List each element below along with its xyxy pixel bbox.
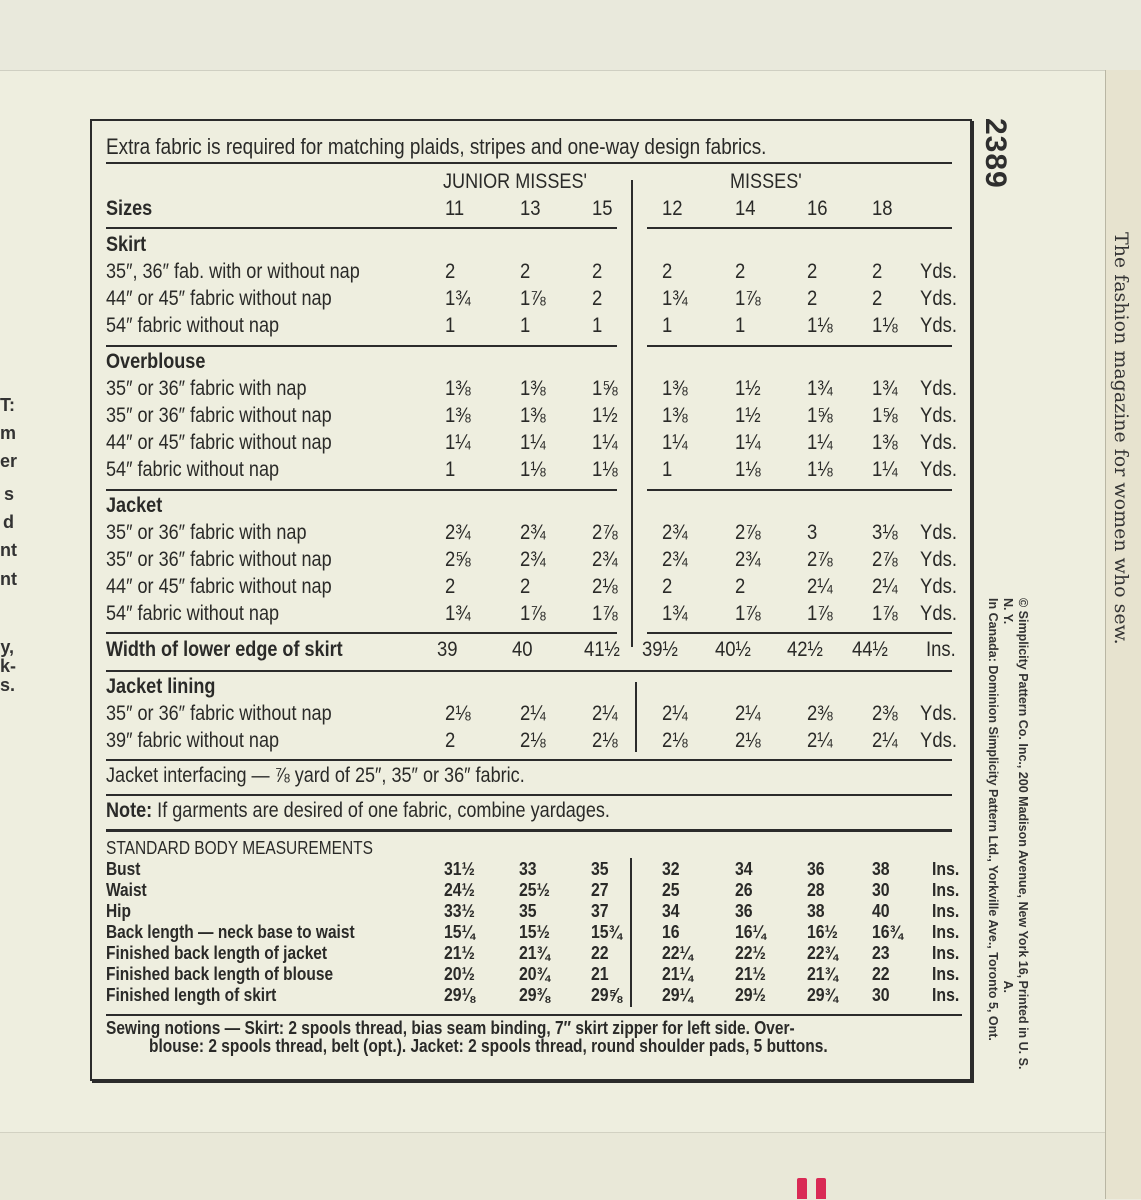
measurement-value: 21½ (444, 943, 475, 963)
cell-value: 3 (807, 521, 818, 544)
cell-value: 2¼ (735, 702, 761, 725)
cell-value: 2 (735, 575, 746, 598)
measurement-value: 34 (662, 901, 680, 921)
header-note: Extra fabric is required for matching plaids, stripes and one-way design fabrics. (106, 134, 767, 159)
cell-value: 1⅜ (872, 431, 898, 454)
cell-value: 1 (662, 314, 673, 337)
rule (106, 162, 952, 164)
section-title-jacket: Jacket (106, 494, 163, 517)
cell-value: 1⅛ (872, 314, 898, 337)
cell-value: 1¼ (445, 431, 471, 454)
note-label: Note: (106, 799, 153, 822)
row-label: 35″, 36″ fab. with or without nap (106, 260, 360, 283)
cell-value: 1¾ (662, 602, 688, 625)
cell-value: 1⅜ (445, 404, 471, 427)
measurement-value: 24½ (444, 880, 475, 900)
measurement-value: 22¼ (662, 943, 693, 963)
measurement-value: 36 (807, 859, 825, 879)
row-label: 54″ fabric without nap (106, 458, 280, 481)
rule (106, 227, 617, 229)
rule (647, 345, 952, 347)
unit-label: Yds. (920, 729, 957, 752)
cell-value: 1¼ (520, 431, 546, 454)
size-header: 14 (735, 197, 756, 220)
measurement-value: 23 (872, 943, 890, 963)
measurement-value: 33 (519, 859, 537, 879)
cell-value: 1⅞ (735, 287, 761, 310)
cell-value: 2⅞ (735, 521, 761, 544)
rule (647, 632, 952, 634)
unit-label: Ins. (932, 985, 960, 1005)
rule (106, 632, 617, 634)
unit-label: Yds. (920, 314, 957, 337)
cell-value: 1⅜ (662, 377, 688, 400)
measurement-value: 27 (591, 880, 609, 900)
margin-fragment: y, (0, 637, 14, 657)
measurement-value: 21½ (735, 964, 766, 984)
unit-label: Yds. (920, 548, 957, 571)
column-divider (635, 682, 637, 752)
section-title-jacket-lining: Jacket lining (106, 675, 216, 698)
cell-value: 2⅜ (807, 702, 833, 725)
cell-value: 40 (512, 638, 533, 661)
cell-value: 44½ (852, 638, 888, 661)
measurement-value: 36 (735, 901, 753, 921)
measurement-value: 25½ (519, 880, 550, 900)
cell-value: 2⅞ (807, 548, 833, 571)
cell-value: 1½ (735, 377, 761, 400)
cell-value: 2⅞ (872, 548, 898, 571)
unit-label: Yds. (920, 702, 957, 725)
measurement-value: 38 (807, 901, 825, 921)
row-label: 35″ or 36″ fabric without nap (106, 548, 332, 571)
measurement-label: Hip (106, 901, 131, 921)
cell-value: 39½ (642, 638, 678, 661)
unit-label: Ins. (932, 943, 960, 963)
rule (647, 489, 952, 491)
margin-fragment: s. (0, 675, 16, 695)
cell-value: 1½ (735, 404, 761, 427)
top-flap (0, 0, 1141, 71)
sizes-label: Sizes (106, 197, 153, 220)
cell-value: 41½ (584, 638, 620, 661)
cell-value: 39 (437, 638, 458, 661)
measurement-value: 40 (872, 901, 890, 921)
width-row-label: Width of lower edge of skirt (106, 638, 343, 661)
column-divider (630, 858, 632, 1007)
magazine-tagline: The fashion magazine for women who sew. (1110, 232, 1132, 645)
section-title-overblouse: Overblouse (106, 350, 206, 373)
measurement-value: 22¾ (807, 943, 838, 963)
group-junior-misses: JUNIOR MISSES' (443, 170, 587, 193)
cell-value: 1⅝ (872, 404, 898, 427)
size-header: 12 (662, 197, 683, 220)
measurement-value: 33½ (444, 901, 475, 921)
cell-value: 1⅝ (592, 377, 618, 400)
unit-label: Ins. (932, 859, 960, 879)
cell-value: 1½ (592, 404, 618, 427)
measurement-value: 20½ (444, 964, 475, 984)
unit-label: Ins. (932, 922, 960, 942)
unit-label: Yds. (920, 377, 957, 400)
cell-value: 1⅜ (520, 404, 546, 427)
measurement-value: 31½ (444, 859, 475, 879)
row-label: 44″ or 45″ fabric without nap (106, 575, 332, 598)
cell-value: 1⅞ (807, 602, 833, 625)
sewing-notions-line2: blouse: 2 spools thread, belt (opt.). Jacket: 2 spools thread, round shoulder pads, 5 buttons. (149, 1036, 828, 1056)
cell-value: 2⅛ (735, 729, 761, 752)
row-label: 35″ or 36″ fabric with nap (106, 521, 307, 544)
cell-value: 2 (735, 260, 746, 283)
measurement-value: 16½ (807, 922, 838, 942)
unit-label: Ins. (932, 880, 960, 900)
cell-value: 1⅜ (662, 404, 688, 427)
cell-value: 3⅛ (872, 521, 898, 544)
cell-value: 2¼ (592, 702, 618, 725)
row-label: 35″ or 36″ fabric with nap (106, 377, 307, 400)
measurement-value: 21 (591, 964, 609, 984)
sewing-notions-line1: Sewing notions — Skirt: 2 spools thread, bias seam binding, 7″ skirt zipper for left side. Over- (106, 1018, 795, 1038)
unit-label: Ins. (932, 901, 960, 921)
note-text: If garments are desired of one fabric, combine yardages. (157, 799, 610, 822)
row-label: 39″ fabric without nap (106, 729, 280, 752)
measurement-value: 38 (872, 859, 890, 879)
size-header: 18 (872, 197, 893, 220)
cell-value: 1⅞ (592, 602, 618, 625)
cell-value: 2¼ (807, 575, 833, 598)
size-header: 11 (445, 197, 465, 220)
margin-fragment: d (3, 512, 14, 532)
red-mark (797, 1178, 807, 1199)
cell-value: 42½ (787, 638, 823, 661)
rule (106, 759, 952, 761)
cell-value: 1 (735, 314, 746, 337)
cell-value: 1 (592, 314, 603, 337)
rule (647, 227, 952, 229)
measurement-value: 26 (735, 880, 753, 900)
cell-value: 2¾ (735, 548, 761, 571)
group-misses: MISSES' (730, 170, 802, 193)
cell-value: 2¾ (592, 548, 618, 571)
cell-value: 1¼ (662, 431, 688, 454)
unit-label: Yds. (920, 458, 957, 481)
size-header: 13 (520, 197, 541, 220)
cell-value: 1⅞ (735, 602, 761, 625)
measurements-title: STANDARD BODY MEASUREMENTS (106, 838, 373, 858)
cell-value: 2⅛ (445, 702, 471, 725)
measurement-value: 29⅜ (519, 985, 550, 1005)
row-label: 44″ or 45″ fabric without nap (106, 287, 332, 310)
bottom-flap (0, 1132, 1105, 1200)
unit-label: Ins. (926, 638, 956, 661)
cell-value: 2 (520, 260, 531, 283)
row-label: 44″ or 45″ fabric without nap (106, 431, 332, 454)
cell-value: 1⅛ (520, 458, 546, 481)
cell-value: 2⅝ (445, 548, 471, 571)
measurement-value: 22½ (735, 943, 766, 963)
row-label: 35″ or 36″ fabric without nap (106, 404, 332, 427)
measurement-value: 34 (735, 859, 753, 879)
measurement-value: 35 (591, 859, 609, 879)
cell-value: 2 (445, 575, 456, 598)
margin-fragment: er (0, 451, 18, 471)
measurement-value: 16 (662, 922, 680, 942)
unit-label: Yds. (920, 602, 957, 625)
cell-value: 2¼ (662, 702, 688, 725)
measurement-value: 20¾ (519, 964, 550, 984)
cell-value: 1 (445, 314, 456, 337)
cell-value: 1⅞ (872, 602, 898, 625)
cell-value: 2¼ (520, 702, 546, 725)
cell-value: 1⅛ (735, 458, 761, 481)
unit-label: Yds. (920, 521, 957, 544)
row-label: 35″ or 36″ fabric without nap (106, 702, 332, 725)
measurement-value: 21¼ (662, 964, 693, 984)
unit-label: Yds. (920, 260, 957, 283)
margin-fragment: k- (0, 656, 17, 676)
unit-label: Ins. (932, 964, 960, 984)
measurement-label: Back length — neck base to waist (106, 922, 355, 942)
cell-value: 2¾ (520, 521, 546, 544)
measurement-value: 30 (872, 985, 890, 1005)
measurement-label: Bust (106, 859, 141, 879)
measurement-value: 16¾ (872, 922, 903, 942)
measurement-value: 22 (872, 964, 890, 984)
unit-label: Yds. (920, 575, 957, 598)
size-header: 16 (807, 197, 828, 220)
column-divider (631, 180, 633, 647)
copyright-line2: In Canada: Dominion Simplicity Pattern Ltd., Yorkville Ave., Toronto 5, Ont. (986, 598, 1000, 1041)
yardage-chart (90, 119, 972, 1081)
cell-value: 1¼ (807, 431, 833, 454)
measurement-value: 32 (662, 859, 680, 879)
measurement-label: Finished back length of jacket (106, 943, 328, 963)
unit-label: Yds. (920, 431, 957, 454)
cell-value: 1¼ (735, 431, 761, 454)
measurement-value: 28 (807, 880, 825, 900)
cell-value: 2⅞ (592, 521, 618, 544)
cell-value: 2 (445, 729, 456, 752)
measurement-label: Finished back length of blouse (106, 964, 334, 984)
cell-value: 2 (520, 575, 531, 598)
cell-value: 1¼ (872, 458, 898, 481)
cell-value: 1⅝ (807, 404, 833, 427)
measurement-value: 29¾ (807, 985, 838, 1005)
cell-value: 2⅛ (592, 575, 618, 598)
measurement-value: 29¼ (662, 985, 693, 1005)
cell-value: 2 (807, 287, 818, 310)
cell-value: 1¾ (872, 377, 898, 400)
measurement-value: 35 (519, 901, 537, 921)
cell-value: 2 (662, 575, 673, 598)
measurement-value: 29⅛ (444, 985, 475, 1005)
measurement-value: 30 (872, 880, 890, 900)
measurement-value: 25 (662, 880, 680, 900)
cell-value: 1⅛ (807, 458, 833, 481)
red-mark (816, 1178, 826, 1199)
copyright-block (985, 598, 1030, 1078)
rule (106, 1014, 962, 1016)
measurement-label: Finished length of skirt (106, 985, 277, 1005)
margin-fragment: m (0, 423, 17, 443)
measurement-value: 37 (591, 901, 609, 921)
interfacing-note: Jacket interfacing — ⅞ yard of 25″, 35″ or 36″ fabric. (106, 764, 525, 787)
cell-value: 2¼ (807, 729, 833, 752)
measurement-value: 15½ (519, 922, 550, 942)
rule (106, 345, 617, 347)
rule (106, 489, 617, 491)
cell-value: 1⅛ (807, 314, 833, 337)
measurement-value: 22 (591, 943, 609, 963)
measurement-value: 15¾ (591, 922, 622, 942)
cell-value: 1¾ (445, 287, 471, 310)
cell-value: 2 (592, 260, 603, 283)
pattern-number: 2389 (979, 118, 1012, 189)
cell-value: 1¾ (807, 377, 833, 400)
cell-value: 1 (662, 458, 673, 481)
cell-value: 2 (872, 260, 883, 283)
measurement-value: 29⅝ (591, 985, 622, 1005)
cell-value: 1¾ (445, 602, 471, 625)
cell-value: 1⅜ (445, 377, 471, 400)
size-header: 15 (592, 197, 613, 220)
margin-fragment: s (3, 484, 14, 504)
cell-value: 2¾ (445, 521, 471, 544)
cell-value: 2 (445, 260, 456, 283)
printed-in: Printed in U. S. A. (1001, 980, 1030, 1070)
measurement-value: 21¾ (807, 964, 838, 984)
cell-value: 2 (872, 287, 883, 310)
cell-value: 40½ (715, 638, 751, 661)
measurement-value: 29½ (735, 985, 766, 1005)
cell-value: 2¼ (872, 575, 898, 598)
rule (106, 794, 952, 796)
cell-value: 2¼ (872, 729, 898, 752)
copyright-line1: © Simplicity Pattern Co. Inc., 200 Madison Avenue, New York 16, N. Y. (1001, 598, 1030, 979)
unit-label: Yds. (920, 404, 957, 427)
cell-value: 2⅛ (592, 729, 618, 752)
note-line (106, 799, 610, 823)
measurement-value: 15¼ (444, 922, 475, 942)
measurement-value: 21¾ (519, 943, 550, 963)
cell-value: 2⅛ (520, 729, 546, 752)
section-title-skirt: Skirt (106, 233, 147, 256)
cell-value: 2 (662, 260, 673, 283)
cell-value: 2⅜ (872, 702, 898, 725)
cell-value: 2¾ (662, 548, 688, 571)
measurement-value: 16¼ (735, 922, 766, 942)
margin-fragment: nt (0, 540, 17, 560)
cell-value: 2¾ (520, 548, 546, 571)
row-label: 54″ fabric without nap (106, 602, 280, 625)
margin-fragment: T: (0, 395, 15, 415)
measurement-label: Waist (106, 880, 147, 900)
cell-value: 1⅞ (520, 602, 546, 625)
row-label: 54″ fabric without nap (106, 314, 280, 337)
margin-fragment: nt (0, 569, 17, 589)
cell-value: 1⅞ (520, 287, 546, 310)
cell-value: 1¾ (662, 287, 688, 310)
cell-value: 1 (445, 458, 456, 481)
cell-value: 1 (520, 314, 531, 337)
cell-value: 1¼ (592, 431, 618, 454)
rule (106, 670, 952, 672)
cell-value: 2 (592, 287, 603, 310)
cell-value: 2 (807, 260, 818, 283)
cell-value: 1⅜ (520, 377, 546, 400)
cell-value: 2¾ (662, 521, 688, 544)
cell-value: 1⅛ (592, 458, 618, 481)
cell-value: 2⅛ (662, 729, 688, 752)
unit-label: Yds. (920, 287, 957, 310)
rule (106, 829, 952, 832)
